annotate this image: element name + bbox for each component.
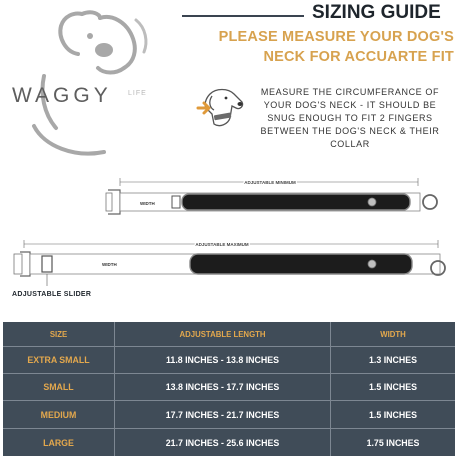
size-cell: LARGE <box>3 429 115 456</box>
width-cell: 1.75 INCHES <box>366 437 420 448</box>
brand-name: WAGGY <box>12 84 112 107</box>
title-rule <box>182 15 304 17</box>
dog-head-icon <box>196 84 248 134</box>
brand-logo <box>4 6 184 166</box>
table-header-cell: WIDTH <box>380 329 406 339</box>
sizing-table <box>3 322 455 456</box>
width-cell: 1.5 INCHES <box>369 409 417 420</box>
brand-suffix: LIFE <box>128 90 147 97</box>
collar-maximum <box>14 240 445 286</box>
instruction-line: SNUG ENOUGH TO FIT 2 FINGERS <box>267 113 433 123</box>
measure-instruction <box>248 86 452 151</box>
size-cell: SMALL <box>3 374 115 400</box>
table-row <box>3 401 455 428</box>
size-cell: EXTRA SMALL <box>3 347 115 373</box>
table-row <box>3 374 455 400</box>
max-label: ADJUSTABLE MAXIMUM <box>195 242 249 247</box>
adjustable-slider-icon <box>42 256 52 272</box>
min-label: ADJUSTABLE MINIMUM <box>244 180 296 185</box>
length-cell: 17.7 INCHES - 21.7 INCHES <box>115 401 331 428</box>
length-cell: 21.7 INCHES - 25.6 INCHES <box>115 429 331 456</box>
length-cell: 11.8 INCHES - 13.8 INCHES <box>115 347 331 373</box>
table-row <box>3 347 455 373</box>
width-cell: 1.3 INCHES <box>369 355 417 365</box>
table-row <box>3 429 455 456</box>
page-title: SIZING GUIDE <box>312 2 441 23</box>
table-header-cell: SIZE <box>3 322 115 346</box>
min-width-label: WIDTH <box>140 201 155 206</box>
page-subtitle <box>196 27 454 67</box>
collar-minimum <box>106 178 437 214</box>
length-cell: 13.8 INCHES - 17.7 INCHES <box>115 374 331 400</box>
table-header-cell: ADJUSTABLE LENGTH <box>115 322 331 346</box>
instruction-line: COLLAR <box>330 139 370 149</box>
subtitle-line: PLEASE MEASURE YOUR DOG'S <box>218 29 454 45</box>
width-cell: 1.5 INCHES <box>369 382 417 392</box>
adjustable-slider-label: ADJUSTABLE SLIDER <box>12 291 92 298</box>
max-padding <box>190 254 412 274</box>
instruction-line: YOUR DOG'S NECK - IT SHOULD BE <box>263 100 437 110</box>
instruction-line: BETWEEN THE DOG'S NECK & THEIR <box>260 126 440 136</box>
min-d-ring-icon <box>423 195 437 209</box>
subtitle-line: NECK FOR ACCUARTE FIT <box>263 49 454 65</box>
size-cell: MEDIUM <box>3 401 115 428</box>
instruction-line: MEASURE THE CIRCUMFERANCE OF <box>260 87 440 97</box>
max-width-label: WIDTH <box>102 262 117 267</box>
collar-diagram <box>0 160 459 305</box>
table-header-row <box>3 322 455 346</box>
